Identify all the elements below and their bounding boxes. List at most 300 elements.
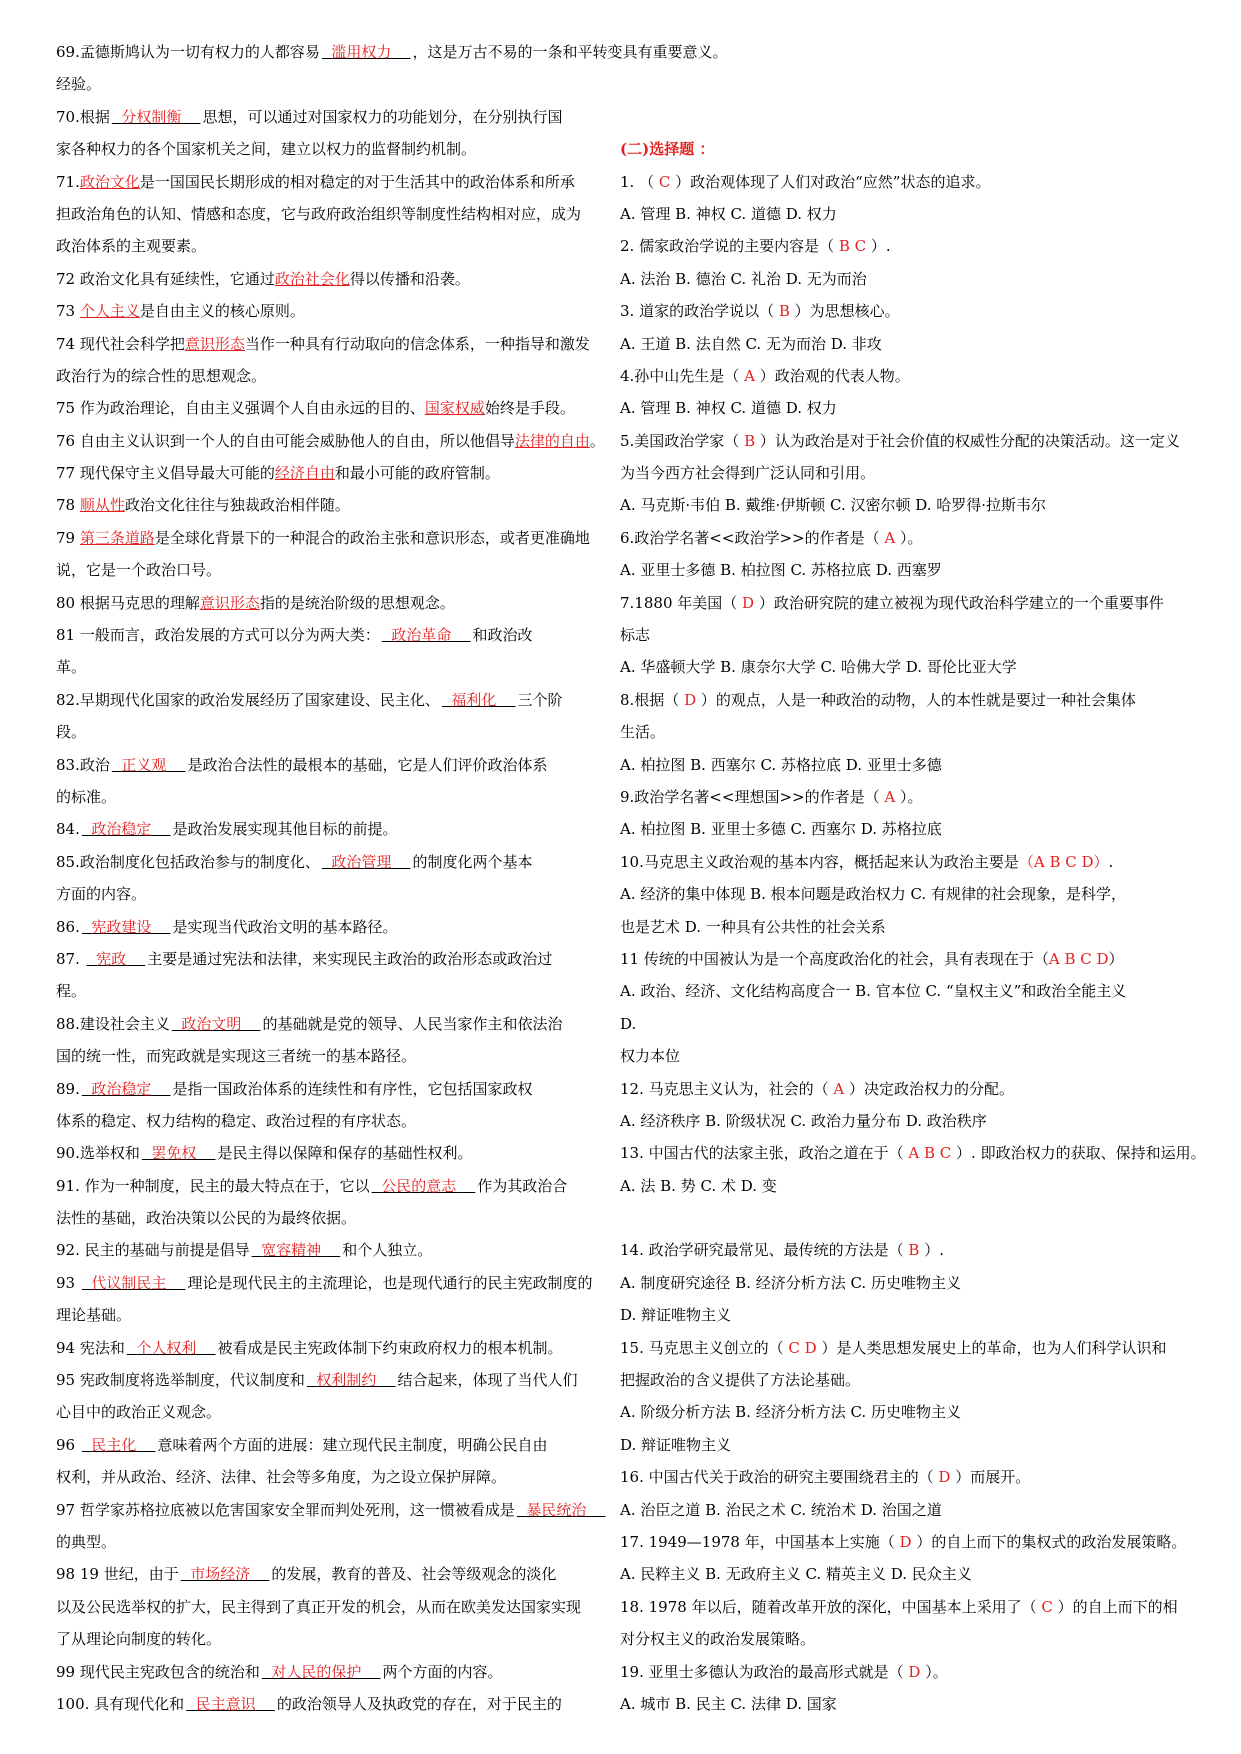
fill-blank bbox=[80, 918, 173, 936]
right-text-line bbox=[620, 1073, 1220, 1105]
text-segment: 11 传统的中国被认为是一个高度政治化的社会，具有表现在于（ bbox=[620, 949, 1049, 968]
answer-text: 宽容精神 bbox=[261, 1241, 322, 1260]
left-text-line bbox=[56, 1688, 612, 1720]
left-text-line bbox=[56, 1040, 612, 1072]
text-segment: 85.政治制度化包括政治参与的制度化、 bbox=[56, 852, 320, 871]
text-segment: 93 bbox=[56, 1273, 80, 1292]
left-text-line bbox=[56, 1623, 612, 1655]
answer-text: 暴民统治 bbox=[526, 1500, 587, 1519]
text-segment: 1. （ bbox=[620, 172, 659, 191]
answer-text: D bbox=[938, 1468, 951, 1487]
right-text-line bbox=[620, 1299, 1220, 1331]
right-text-line bbox=[620, 749, 1220, 781]
left-text-line bbox=[56, 1299, 612, 1331]
answer-text: 权利制约 bbox=[316, 1371, 377, 1390]
text-segment: A. 制度研究途径 B. 经济分析方法 C. 历史唯物主义 bbox=[620, 1273, 961, 1292]
text-segment: 74 现代社会科学把 bbox=[56, 334, 185, 353]
answer-text: 民主化 bbox=[91, 1435, 137, 1454]
text-segment: 的基础就是党的领导、人民当家作主和依法治 bbox=[262, 1014, 563, 1033]
text-segment: 和最小可能的政府管制。 bbox=[334, 464, 500, 483]
right-text-line bbox=[620, 716, 1220, 748]
text-segment: A. 管理 B. 神权 C. 道德 D. 权力 bbox=[620, 399, 837, 418]
text-segment: A. 治臣之道 B. 治民之术 C. 统治术 D. 治国之道 bbox=[620, 1500, 942, 1519]
text-segment: 理论基础。 bbox=[56, 1306, 132, 1325]
left-text-line bbox=[56, 651, 612, 683]
section-heading: (二)选择题 ： bbox=[620, 140, 715, 159]
right-text-line bbox=[620, 975, 1220, 1007]
answer-text: 福利化 bbox=[451, 690, 497, 709]
answer-text: 分权制衡 bbox=[121, 107, 182, 126]
text-segment: 法性的基础，政治决策以公民的为最终依据。 bbox=[56, 1209, 357, 1228]
answer-text: D bbox=[908, 1662, 921, 1681]
text-segment: 95 宪政制度将选举制度，代议制度和 bbox=[56, 1371, 305, 1390]
answer-text: 意识形态 bbox=[184, 334, 245, 353]
right-text-line bbox=[620, 1429, 1220, 1461]
text-segment: 6.政治学名著<<政治学>>的作者是（ bbox=[620, 528, 885, 547]
fill-blank bbox=[140, 1144, 218, 1162]
text-segment: 88.建设社会主义 bbox=[56, 1014, 170, 1033]
text-segment: ，这是万古不易的一条和平转变具有重要意义。 bbox=[412, 43, 728, 61]
answer-text: D bbox=[742, 593, 755, 612]
answer-text: 政治稳定 bbox=[91, 820, 152, 839]
text-segment: A. 法治 B. 德治 C. 礼治 D. 无为而治 bbox=[620, 269, 867, 288]
text-segment: 13. 中国古代的法家主张，政治之道在于（ bbox=[620, 1144, 909, 1163]
left-text-line bbox=[56, 1396, 612, 1428]
text-segment: 担政治角色的认知、情感和态度，它与政府政治组织等制度性结构相对应，成为 bbox=[56, 204, 582, 223]
text-segment: 19. 亚里士多德认为政治的最高形式就是（ bbox=[620, 1662, 909, 1681]
text-segment: 心目中的政治正义观念。 bbox=[56, 1403, 222, 1422]
text-segment: 被看成是民主宪政体制下约束政府权力的根本机制。 bbox=[217, 1338, 563, 1357]
right-text-line bbox=[620, 1202, 1220, 1234]
text-segment: ）政治观的代表人物。 bbox=[754, 366, 910, 385]
fill-blank bbox=[80, 820, 173, 838]
right-text-line bbox=[620, 1591, 1220, 1623]
fill-blank bbox=[380, 626, 473, 644]
text-segment: . bbox=[1108, 852, 1114, 871]
text-segment: 说，它是一个政治口号。 bbox=[56, 561, 222, 580]
fill-blank bbox=[110, 756, 188, 774]
left-text-line bbox=[56, 781, 612, 813]
text-segment: 国的统一性，而宪政就是实现这三者统一的基本路径。 bbox=[56, 1047, 417, 1066]
fill-blank bbox=[260, 1663, 383, 1681]
answer-text: C D bbox=[788, 1338, 817, 1357]
right-text-line bbox=[620, 846, 1220, 878]
text-segment: 10.马克思主义政治观的基本内容，概括起来认为政治主要是 bbox=[620, 852, 1019, 871]
text-segment: 的制度化两个基本 bbox=[412, 852, 533, 871]
answer-text: 国家权威 bbox=[424, 399, 485, 418]
right-text-line bbox=[620, 1364, 1220, 1396]
left-text-line bbox=[56, 1656, 612, 1688]
answer-text: 对人民的保护 bbox=[271, 1662, 362, 1681]
answer-text: B bbox=[744, 431, 756, 450]
answer-text: 意识形态 bbox=[199, 593, 260, 612]
left-text-line bbox=[56, 1591, 612, 1623]
right-text-line bbox=[620, 425, 1220, 457]
answer-text: A B C bbox=[908, 1144, 952, 1163]
answer-text: 第三条道路 bbox=[79, 528, 155, 547]
right-text-line bbox=[620, 263, 1220, 295]
left-text-line bbox=[56, 1494, 612, 1526]
text-segment: A. 经济秩序 B. 阶级状况 C. 政治力量分布 D. 政治秩序 bbox=[620, 1111, 987, 1130]
text-segment: 方面的内容。 bbox=[56, 885, 147, 904]
right-text-line bbox=[620, 133, 1220, 165]
text-segment: D. bbox=[620, 1014, 637, 1033]
answer-text: A bbox=[884, 528, 896, 547]
text-segment: 69.孟德斯鸠认为一切有权力的人都容易 bbox=[56, 43, 320, 61]
answer-text: 经济自由 bbox=[274, 464, 335, 483]
text-segment: 78 bbox=[56, 496, 80, 515]
text-segment: ）是人类思想发展史上的革命，也为人们科学认识和 bbox=[816, 1338, 1167, 1357]
left-text-line bbox=[56, 749, 612, 781]
fill-blank bbox=[370, 1177, 478, 1195]
left-text-line bbox=[56, 716, 612, 748]
text-segment: 和个人独立。 bbox=[342, 1241, 433, 1260]
text-segment: 8.根据（ bbox=[620, 690, 685, 709]
text-segment: 17. 1949—1978 年，中国基本上实施（ bbox=[620, 1532, 900, 1551]
answer-text: D bbox=[899, 1532, 912, 1551]
text-segment: 家各种权力的各个国家机关之间，建立以权力的监督制约机制。 bbox=[56, 140, 477, 159]
fill-blank bbox=[125, 1339, 218, 1357]
text-segment: 3. 道家的政治学说以（ bbox=[620, 302, 779, 321]
text-segment: 92. 民主的基础与前提是倡导 bbox=[56, 1241, 250, 1260]
fill-blank bbox=[80, 1274, 188, 1292]
left-text-line bbox=[56, 813, 612, 845]
right-text-line bbox=[620, 328, 1220, 360]
fill-blank bbox=[320, 43, 413, 61]
right-text-line bbox=[620, 1396, 1220, 1428]
right-text-line bbox=[620, 68, 1220, 100]
text-segment: ）. bbox=[919, 1241, 944, 1260]
text-segment: 思想，可以通过对国家权力的功能划分，在分别执行国 bbox=[202, 107, 563, 126]
right-text-line bbox=[620, 1623, 1220, 1655]
left-text-line bbox=[56, 295, 612, 327]
left-text-line bbox=[56, 1170, 612, 1202]
text-segment: ）。 bbox=[895, 528, 923, 547]
answer-text: 法律的自由 bbox=[514, 431, 590, 450]
text-segment: 始终是手段。 bbox=[484, 399, 575, 418]
text-segment: 73 bbox=[56, 302, 80, 321]
text-segment: 99 现代民主宪政包含的统治和 bbox=[56, 1662, 260, 1681]
right-text-line bbox=[620, 911, 1220, 943]
text-segment: 是民主得以保障和保存的基础性权利。 bbox=[217, 1144, 473, 1163]
text-segment: 以及公民选举权的扩大，民主得到了真正开发的机会，从而在欧美发达国家实现 bbox=[56, 1597, 582, 1616]
answer-text: 政治革命 bbox=[391, 626, 452, 645]
right-text-line bbox=[620, 1688, 1220, 1720]
text-segment: 也是艺术 D. 一种具有公共性的社会关系 bbox=[620, 917, 886, 936]
right-text-line bbox=[620, 1461, 1220, 1493]
text-segment: 革。 bbox=[56, 658, 87, 677]
right-text-line bbox=[620, 781, 1220, 813]
answer-text: 政治管理 bbox=[331, 852, 392, 871]
answer-text: 宪政建设 bbox=[91, 917, 152, 936]
fill-blank bbox=[179, 1565, 272, 1583]
left-text-line bbox=[56, 1008, 612, 1040]
text-segment: 经验。 bbox=[56, 75, 102, 94]
text-segment: A. 法 B. 势 C. 术 D. 变 bbox=[620, 1176, 777, 1195]
left-text-line bbox=[56, 328, 612, 360]
right-text-line bbox=[620, 522, 1220, 554]
text-segment: 把握政治的含义提供了方法论基础。 bbox=[620, 1371, 861, 1390]
answer-text: C bbox=[658, 172, 671, 191]
text-segment: A. 政治、经济、文化结构高度合一 B. 官本位 C. “皇权主义”和政治全能主义 bbox=[620, 982, 1127, 1001]
text-segment: ）为思想核心。 bbox=[789, 302, 900, 321]
text-segment: 政治行为的综合性的思想观念。 bbox=[56, 366, 267, 385]
text-segment: A. 华盛顿大学 B. 康奈尔大学 C. 哈佛大学 D. 哥伦比亚大学 bbox=[620, 658, 1017, 677]
fill-blank bbox=[170, 1015, 263, 1033]
left-text-line bbox=[56, 911, 612, 943]
text-segment: 79 bbox=[56, 528, 80, 547]
left-text-line bbox=[56, 133, 612, 165]
left-text-line bbox=[56, 489, 612, 521]
text-segment: ）的观点，人是一种政治的动物，人的本性就是要过一种社会集体 bbox=[696, 690, 1136, 709]
answer-text: 政治社会化 bbox=[274, 269, 350, 288]
text-segment: ）政治观体现了人们对政治“应然”状态的追求。 bbox=[670, 172, 991, 191]
text-segment: ）的自上而下的相 bbox=[1052, 1597, 1178, 1616]
text-segment: 指的是统治阶级的思想观念。 bbox=[259, 593, 455, 612]
text-segment: 94 宪法和 bbox=[56, 1338, 125, 1357]
right-text-line bbox=[620, 651, 1220, 683]
right-text-line bbox=[620, 489, 1220, 521]
right-text-line bbox=[620, 457, 1220, 489]
text-segment: 100. 具有现代化和 bbox=[56, 1694, 185, 1713]
left-text-line bbox=[56, 1332, 612, 1364]
text-segment: A. 阶级分析方法 B. 经济分析方法 C. 历史唯物主义 bbox=[620, 1403, 961, 1422]
left-text-line bbox=[56, 1267, 612, 1299]
text-segment: 的政治领导人及执政党的存在，对于民主的 bbox=[276, 1694, 562, 1713]
text-segment: ）. bbox=[866, 237, 891, 256]
text-segment: 标志 bbox=[620, 626, 651, 645]
left-text-line bbox=[56, 198, 612, 230]
text-segment: 为当今西方社会得到广泛认同和引用。 bbox=[620, 464, 876, 483]
text-segment: 14. 政治学研究最常见、最传统的方法是（ bbox=[620, 1241, 909, 1260]
left-text-line bbox=[56, 101, 612, 133]
answer-text: 政治文化 bbox=[79, 172, 140, 191]
left-text-line bbox=[56, 1526, 612, 1558]
right-text-line bbox=[620, 101, 1220, 133]
text-segment: A. 城市 B. 民主 C. 法律 D. 国家 bbox=[620, 1694, 837, 1713]
right-text-line bbox=[620, 1105, 1220, 1137]
text-segment: 的发展，教育的普及、社会等级观念的淡化 bbox=[271, 1565, 557, 1584]
right-text-line bbox=[620, 166, 1220, 198]
text-segment: 18. 1978 年以后，随着改革开放的深化，中国基本上采用了（ bbox=[620, 1597, 1042, 1616]
text-segment: 程。 bbox=[56, 982, 87, 1001]
right-text-line bbox=[620, 1558, 1220, 1590]
right-text-line bbox=[620, 878, 1220, 910]
text-segment: 82.早期现代化国家的政治发展经历了国家建设、民主化、 bbox=[56, 690, 440, 709]
right-text-line bbox=[620, 943, 1220, 975]
answer-text: C bbox=[1041, 1597, 1053, 1616]
text-segment: 是自由主义的核心原则。 bbox=[139, 302, 305, 321]
right-column bbox=[620, 36, 1220, 1720]
text-segment: ）决定政治权力的分配。 bbox=[844, 1079, 1015, 1098]
answer-text: 市场经济 bbox=[190, 1565, 251, 1584]
left-text-line bbox=[56, 619, 612, 651]
text-segment: 三个阶 bbox=[517, 690, 563, 709]
left-text-line bbox=[56, 684, 612, 716]
answer-text: 个人权利 bbox=[136, 1338, 197, 1357]
right-text-line bbox=[620, 1656, 1220, 1688]
text-segment: 两个方面的内容。 bbox=[382, 1662, 503, 1681]
text-segment: 91. 作为一种制度，民主的最大特点在于，它以 bbox=[56, 1176, 370, 1195]
left-text-line bbox=[56, 1073, 612, 1105]
answer-text: 滥用权力 bbox=[331, 43, 392, 61]
text-segment: 97 哲学家苏格拉底被以危害国家安全罪而判处死刑，这一惯被看成是 bbox=[56, 1500, 515, 1519]
right-text-line bbox=[620, 1332, 1220, 1364]
text-segment: 。 bbox=[589, 431, 605, 450]
left-text-line bbox=[56, 975, 612, 1007]
left-text-line bbox=[56, 36, 728, 68]
text-segment: 89. bbox=[56, 1079, 80, 1098]
text-segment: 9.政治学名著<<理想国>>的作者是（ bbox=[620, 787, 885, 806]
text-segment: ）认为政治是对于社会价值的权威性分配的决策活动。这一定义 bbox=[755, 431, 1180, 450]
left-text-line bbox=[56, 360, 612, 392]
answer-text: 罢免权 bbox=[151, 1144, 197, 1163]
text-segment: ）政治研究院的建立被视为现代政治科学建立的一个重要事件 bbox=[754, 593, 1164, 612]
text-segment: 是实现当代政治文明的基本路径。 bbox=[172, 917, 398, 936]
answer-text: 政治文明 bbox=[181, 1014, 242, 1033]
text-segment: 权利，并从政治、经济、法律、社会等多角度，为之设立保护屏障。 bbox=[56, 1468, 507, 1487]
text-segment: ）。 bbox=[920, 1662, 948, 1681]
text-segment: D. 辩证唯物主义 bbox=[620, 1435, 732, 1454]
right-text-line bbox=[620, 1040, 1220, 1072]
text-segment: A. 柏拉图 B. 西塞尔 C. 苏格拉底 D. 亚里士多德 bbox=[620, 755, 942, 774]
answer-text: 代议制民主 bbox=[91, 1273, 167, 1292]
text-segment: 98 19 世纪，由于 bbox=[56, 1565, 179, 1584]
right-text-line bbox=[620, 392, 1220, 424]
answer-text: A bbox=[884, 787, 896, 806]
left-text-line bbox=[56, 846, 612, 878]
text-segment: 是全球化背景下的一种混合的政治主张和意识形态，或者更准确地 bbox=[154, 528, 590, 547]
text-segment: 2. 儒家政治学说的主要内容是（ bbox=[620, 237, 839, 256]
text-segment: 的典型。 bbox=[56, 1532, 117, 1551]
text-segment: 是指一国政治体系的连续性和有序性，它包括国家政权 bbox=[172, 1079, 533, 1098]
text-segment: 是政治合法性的最根本的基础，它是人们评价政治体系 bbox=[187, 755, 548, 774]
text-segment: 体系的稳定、权力结构的稳定、政治过程的有序状态。 bbox=[56, 1111, 417, 1130]
left-text-line bbox=[56, 943, 612, 975]
right-text-line bbox=[620, 1267, 1220, 1299]
right-text-line bbox=[620, 1494, 1220, 1526]
right-text-line bbox=[620, 554, 1220, 586]
right-text-line bbox=[620, 295, 1220, 327]
text-segment: ）. 即政治权力的获取、保持和运用。 bbox=[951, 1144, 1206, 1163]
text-segment: 15. 马克思主义创立的（ bbox=[620, 1338, 789, 1357]
left-text-line bbox=[56, 263, 612, 295]
fill-blank bbox=[305, 1371, 398, 1389]
left-text-line bbox=[56, 392, 612, 424]
text-segment: 政治文化往往与独裁政治相伴随。 bbox=[124, 496, 350, 515]
text-segment: 75 作为政治理论，自由主义强调个人自由永远的目的、 bbox=[56, 399, 425, 418]
right-text-line bbox=[620, 587, 1220, 619]
text-segment: 段。 bbox=[56, 723, 87, 742]
right-text-line bbox=[620, 1234, 1220, 1266]
text-segment: 12. 马克思主义认为，社会的（ bbox=[620, 1079, 834, 1098]
left-text-line bbox=[56, 230, 612, 262]
text-segment: A. 经济的集中体现 B. 根本问题是政治权力 C. 有规律的社会现象，是科学， bbox=[620, 885, 1126, 904]
left-text-line bbox=[56, 1105, 612, 1137]
fill-blank bbox=[440, 691, 518, 709]
answer-text: A bbox=[833, 1079, 845, 1098]
text-segment: 当作一种具有行动取向的信念体系，一种指导和激发 bbox=[244, 334, 590, 353]
left-text-line bbox=[56, 1364, 612, 1396]
text-segment: 84. bbox=[56, 820, 80, 839]
text-segment: 对分权主义的政治发展策略。 bbox=[620, 1630, 816, 1649]
right-text-line bbox=[620, 360, 1220, 392]
text-segment: 是政治发展实现其他目标的前提。 bbox=[172, 820, 398, 839]
text-segment: ）而展开。 bbox=[950, 1468, 1031, 1487]
text-segment: ）。 bbox=[895, 787, 923, 806]
answer-text: A B C D bbox=[1048, 949, 1109, 968]
left-text-line bbox=[56, 457, 612, 489]
answer-text: 宪政 bbox=[96, 949, 127, 968]
left-text-line bbox=[56, 878, 612, 910]
right-text-line bbox=[620, 198, 1220, 230]
right-text-line bbox=[620, 1526, 1220, 1558]
text-segment: 90.选举权和 bbox=[56, 1144, 140, 1163]
text-segment: 了从理论向制度的转化。 bbox=[56, 1630, 222, 1649]
text-segment: A. 王道 B. 法自然 C. 无为而治 D. 非攻 bbox=[620, 334, 882, 353]
text-segment: 权力本位 bbox=[620, 1047, 681, 1066]
text-segment: 87. bbox=[56, 949, 85, 968]
answer-text: B C bbox=[838, 237, 867, 256]
text-segment: 16. 中国古代关于政治的研究主要围绕君主的（ bbox=[620, 1468, 939, 1487]
answer-text: 正义观 bbox=[121, 755, 167, 774]
left-text-line bbox=[56, 1558, 612, 1590]
fill-blank bbox=[184, 1695, 277, 1713]
text-segment: 71. bbox=[56, 172, 80, 191]
left-text-line bbox=[56, 1429, 612, 1461]
text-segment: A. 马克斯·韦伯 B. 戴维·伊斯顿 C. 汉密尔顿 D. 哈罗得·拉斯韦尔 bbox=[620, 496, 1047, 515]
text-segment: 81 一般而言，政治发展的方式可以分为两大类： bbox=[56, 626, 380, 645]
answer-text: D bbox=[684, 690, 697, 709]
right-text-line bbox=[620, 1137, 1220, 1169]
text-segment: 5.美国政治学家（ bbox=[620, 431, 745, 450]
text-segment: 意味着两个方面的进展：建立现代民主制度，明确公民自由 bbox=[157, 1435, 548, 1454]
answer-text: B bbox=[908, 1241, 920, 1260]
text-segment: 主要是通过宪法和法律，来实现民主政治的政治形态或政治过 bbox=[147, 949, 553, 968]
text-segment: A. 亚里士多德 B. 柏拉图 C. 苏格拉底 D. 西塞罗 bbox=[620, 561, 942, 580]
answer-text: 政治稳定 bbox=[91, 1079, 152, 1098]
text-segment: ）的自上而下的集权式的政治发展策略。 bbox=[911, 1532, 1187, 1551]
fill-blank bbox=[110, 108, 203, 126]
left-text-line bbox=[56, 166, 612, 198]
fill-blank bbox=[85, 950, 148, 968]
right-text-line bbox=[620, 684, 1220, 716]
right-text-line bbox=[620, 1170, 1220, 1202]
text-segment: A. 柏拉图 B. 亚里士多德 C. 西塞尔 D. 苏格拉底 bbox=[620, 820, 942, 839]
fill-blank bbox=[250, 1241, 343, 1259]
answer-text: A bbox=[744, 366, 755, 385]
fill-blank bbox=[320, 853, 413, 871]
left-text-line bbox=[56, 522, 612, 554]
text-segment: 是一国国民长期形成的相对稳定的对于生活其中的政治体系和所承 bbox=[139, 172, 575, 191]
text-segment: 80 根据马克思的理解 bbox=[56, 593, 200, 612]
text-segment: 4.孙中山先生是（ bbox=[620, 366, 745, 385]
text-segment: 83.政治 bbox=[56, 755, 110, 774]
text-segment: 76 自由主义认识到一个人的自由可能会威胁他人的自由，所以他倡导 bbox=[56, 431, 515, 450]
text-segment: 72 政治文化具有延续性，它通过 bbox=[56, 269, 275, 288]
text-segment: 的标准。 bbox=[56, 787, 117, 806]
text-segment: 70.根据 bbox=[56, 107, 110, 126]
fill-blank bbox=[80, 1436, 158, 1454]
left-text-line bbox=[56, 1461, 612, 1493]
answer-text: （A B C D） bbox=[1018, 852, 1109, 871]
text-segment: 77 现代保守主义倡导最大可能的 bbox=[56, 464, 275, 483]
answer-text: 公民的意志 bbox=[381, 1176, 457, 1195]
text-segment: 7.1880 年美国（ bbox=[620, 593, 743, 612]
right-text-line bbox=[620, 36, 1220, 68]
text-segment: 得以传播和沿袭。 bbox=[349, 269, 470, 288]
text-segment: A. 管理 B. 神权 C. 道德 D. 权力 bbox=[620, 204, 837, 223]
